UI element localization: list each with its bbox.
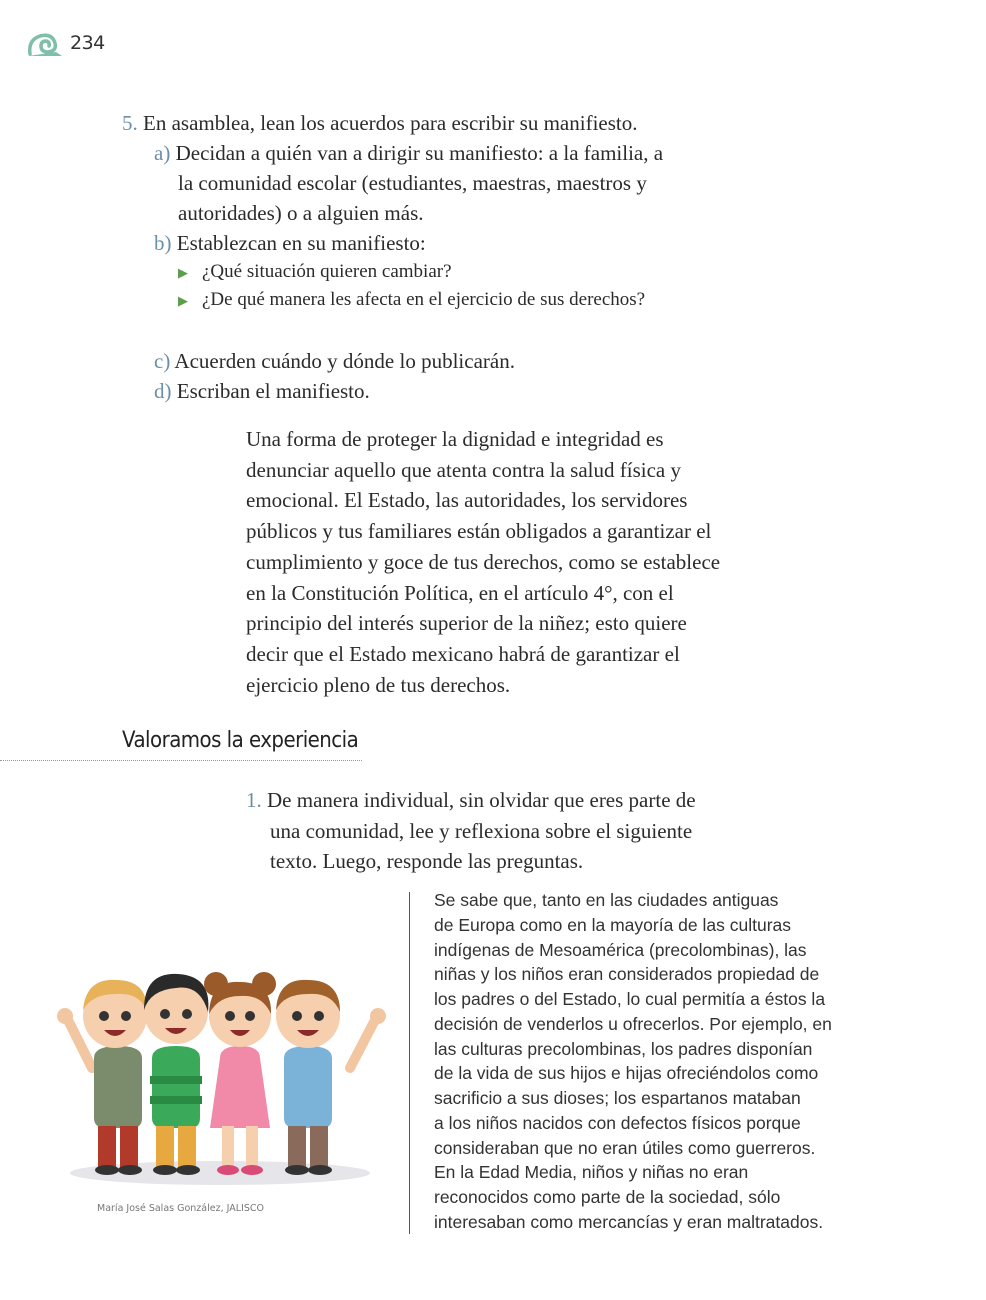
reading-line: los padres o del Estado, lo cual permitía a éstos la [434,989,826,1009]
reading-passage [434,888,874,1235]
item-text: Establezcan en su manifiesto: [176,231,426,255]
reading-line: indígenas de Mesoamérica (precolombinas), las [434,939,807,960]
triangle-bullet-icon: ▶ [178,265,188,280]
reading-line: sacrificio a sus dioses; los espartanos mataban [434,1088,801,1108]
page-number: 234 [70,32,105,54]
children-illustration [50,958,395,1193]
note-line: principio del interés superior de la niñez; esto quiere [246,611,687,636]
reading-line: de la vida de sus hijos e hijas ofreciéndolos como [434,1063,819,1084]
item-text: Escriban el manifiesto. [176,379,370,403]
question-line [246,785,766,816]
note-line: Una forma de proteger la dignidad e integridad es [246,427,664,451]
reading-line: a los niños nacidos con defectos físicos porque [434,1112,801,1133]
question-1 [246,785,766,877]
item-letter: c) [154,349,171,373]
item-text-continued: autoridades) o a alguien más. [178,201,424,225]
question-text: De manera individual, sin olvidar que eres parte de [267,788,696,812]
bullet-item [122,286,822,314]
note-line: ejercicio pleno de tus derechos. [246,672,511,697]
note-line: públicos y tus familiares están obligados a garantizar el [246,519,712,544]
item-letter: a) [154,141,171,165]
reading-divider [409,892,410,1234]
bullet-text: ¿De qué manera les afecta en el ejercicio de sus derechos? [202,289,646,310]
reading-line: las culturas precolombinas, los padres disponían [434,1038,813,1059]
activity-item-b [122,228,822,258]
item-text-continued: la comunidad escolar (estudiantes, maestras, maestros y [178,171,647,195]
reading-line: En la Edad Media, niños y niñas no eran [434,1162,749,1183]
reading-line: consideraban que no eran útiles como guerreros. [434,1137,816,1158]
bullet-item [122,258,822,286]
item-letter: d) [154,379,172,403]
activity-list [122,108,822,406]
illustration-credit: María José Salas González, JALISCO [97,1203,264,1214]
snail-spiral-icon [26,30,64,60]
question-line: una comunidad, lee y reflexiona sobre el siguiente [270,818,693,843]
reading-line: Se sabe que, tanto en las ciudades antiguas [434,890,779,910]
section-heading: Valoramos la experiencia [122,728,359,753]
activity-item-d [122,376,822,406]
bullet-text: ¿Qué situación quieren cambiar? [202,261,452,282]
item-text: Decidan a quién van a dirigir su manifiesto: a la familia, a [175,141,664,165]
item-letter: b) [154,231,172,255]
reading-line: decisión de venderlos u ofrecerlos. Por ejemplo, en [434,1013,832,1034]
activity-item-a [122,138,822,168]
item-number: 5. [122,111,138,135]
note-line: denunciar aquello que atenta contra la salud física y [246,457,681,482]
reading-line: niñas y los niños eran considerados propiedad de [434,964,820,985]
triangle-bullet-icon: ▶ [178,293,188,308]
question-line: texto. Luego, responde las preguntas. [270,849,584,873]
rights-note-paragraph [246,424,766,700]
note-line: emocional. El Estado, las autoridades, los servidores [246,488,688,513]
section-divider [0,760,362,761]
note-line: decir que el Estado mexicano habrá de garantizar el [246,641,680,666]
note-line: en la Constitución Política, en el artículo 4°, con el [246,580,674,605]
activity-item-5 [122,108,822,138]
reading-line: reconocidos como parte de la sociedad, sólo [434,1187,781,1207]
item-text: En asamblea, lean los acuerdos para escribir su manifiesto. [143,111,638,135]
reading-line: de Europa como en la mayoría de las culturas [434,914,791,935]
question-number: 1. [246,788,262,812]
activity-item-c [122,346,822,376]
item-text: Acuerden cuándo y dónde lo publicarán. [174,349,515,373]
reading-line: interesaban como mercancías y eran maltratados. [434,1211,824,1232]
note-line: cumplimiento y goce de tus derechos, como se establece [246,549,721,574]
